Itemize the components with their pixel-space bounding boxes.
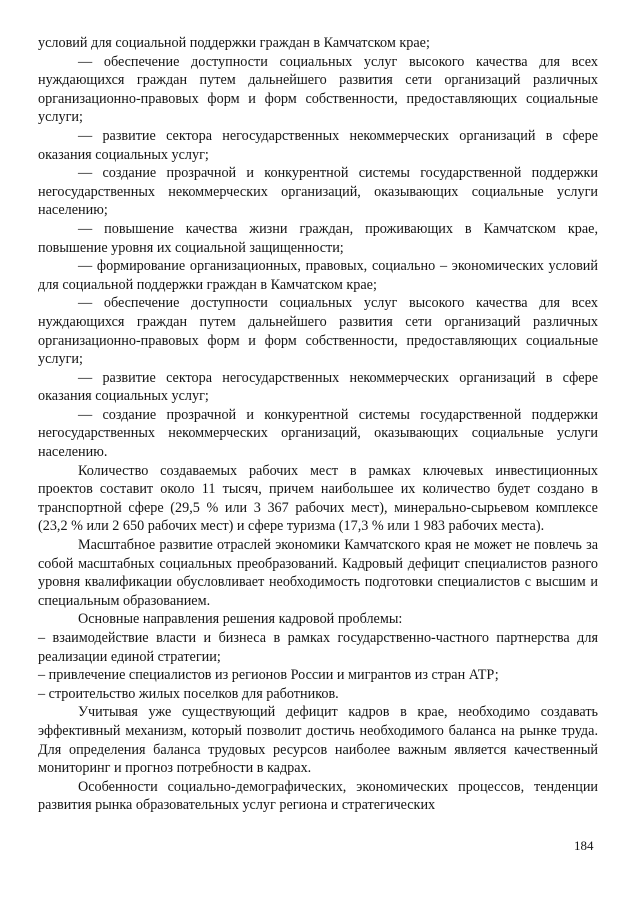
paragraph: Особенности социально-демографических, экономических процессов, тенденции развития рынка образовательных услуг региона и стратегических xyxy=(38,778,598,814)
list-item: – привлечение специалистов из регионов России и мигрантов из стран АТР; xyxy=(38,667,499,684)
paragraph: Масштабное развитие отраслей экономики Камчатского края не может не повлечь за собой масштабных социальных преобразований. Кадровый дефицит специалистов разного уровня квалификации обусловливает необходимость подготовки специалистов с высшим и специальным образованием. xyxy=(38,537,598,609)
bullet-paragraph: — развитие сектора негосударственных некоммерческих организаций в сфере оказания социальных услуг; xyxy=(38,369,598,405)
list-item: – строительство жилых поселков для работников. xyxy=(38,685,339,702)
document-body xyxy=(38,34,598,815)
page-number: 184 xyxy=(574,838,594,853)
bullet-paragraph: — развитие сектора негосударственных некоммерческих организаций в сфере оказания социальных услуг; xyxy=(38,127,598,163)
bullet-paragraph: — обеспечение доступности социальных услуг высокого качества для всех нуждающихся граждан путем дальнейшего развития сети организаций различных организационно-правовых форм и форм собственности, предоставляющих социальные услуги; xyxy=(38,295,598,368)
bullet-paragraph: — формирование организационных, правовых, социально – экономических условий для социальной поддержки граждан в Камчатском крае; xyxy=(38,258,598,293)
paragraph: Учитывая уже существующий дефицит кадров в крае, необходимо создавать эффективный механизм, который позволит достичь необходимого баланса на рынке труда. Для определения баланса трудовых ресурсов наиболее важным является качественный мониторинг и прогноз потребности в кадрах. xyxy=(38,704,598,777)
bullet-paragraph: — создание прозрачной и конкурентной системы государственной поддержки негосударственных некоммерческих организаций, оказывающих социальные услуги населению. xyxy=(38,406,598,461)
paragraph: Основные направления решения кадровой проблемы: xyxy=(78,611,403,628)
paragraph: условий для социальной поддержки граждан в Камчатском крае; xyxy=(38,35,430,51)
list-item: – взаимодействие власти и бизнеса в рамках государственно-частного партнерства для реализации единой стратегии; xyxy=(38,630,598,665)
paragraph: Количество создаваемых рабочих мест в рамках ключевых инвестиционных проектов составит около 11 тысяч, причем наибольшее их количество будет создано в транспортной сфере (29,5 % или 3 367 рабочих мест), минерально-сырьевом комплексе (23,2 % или 2 650 рабочих мест) и сфере туризма (17,3 % или 1 983 рабочих места). xyxy=(38,462,598,535)
bullet-paragraph: — обеспечение доступности социальных услуг высокого качества для всех нуждающихся граждан путем дальнейшего развития сети организаций различных организационно-правовых форм и форм собственности, предоставляющих социальные услуги; xyxy=(38,53,598,126)
bullet-paragraph: — повышение качества жизни граждан, проживающих в Камчатском крае, повышение уровня их социальной защищенности; xyxy=(38,220,598,256)
bullet-paragraph: — создание прозрачной и конкурентной системы государственной поддержки негосударственных некоммерческих организаций, оказывающих социальные услуги населению; xyxy=(38,165,598,219)
